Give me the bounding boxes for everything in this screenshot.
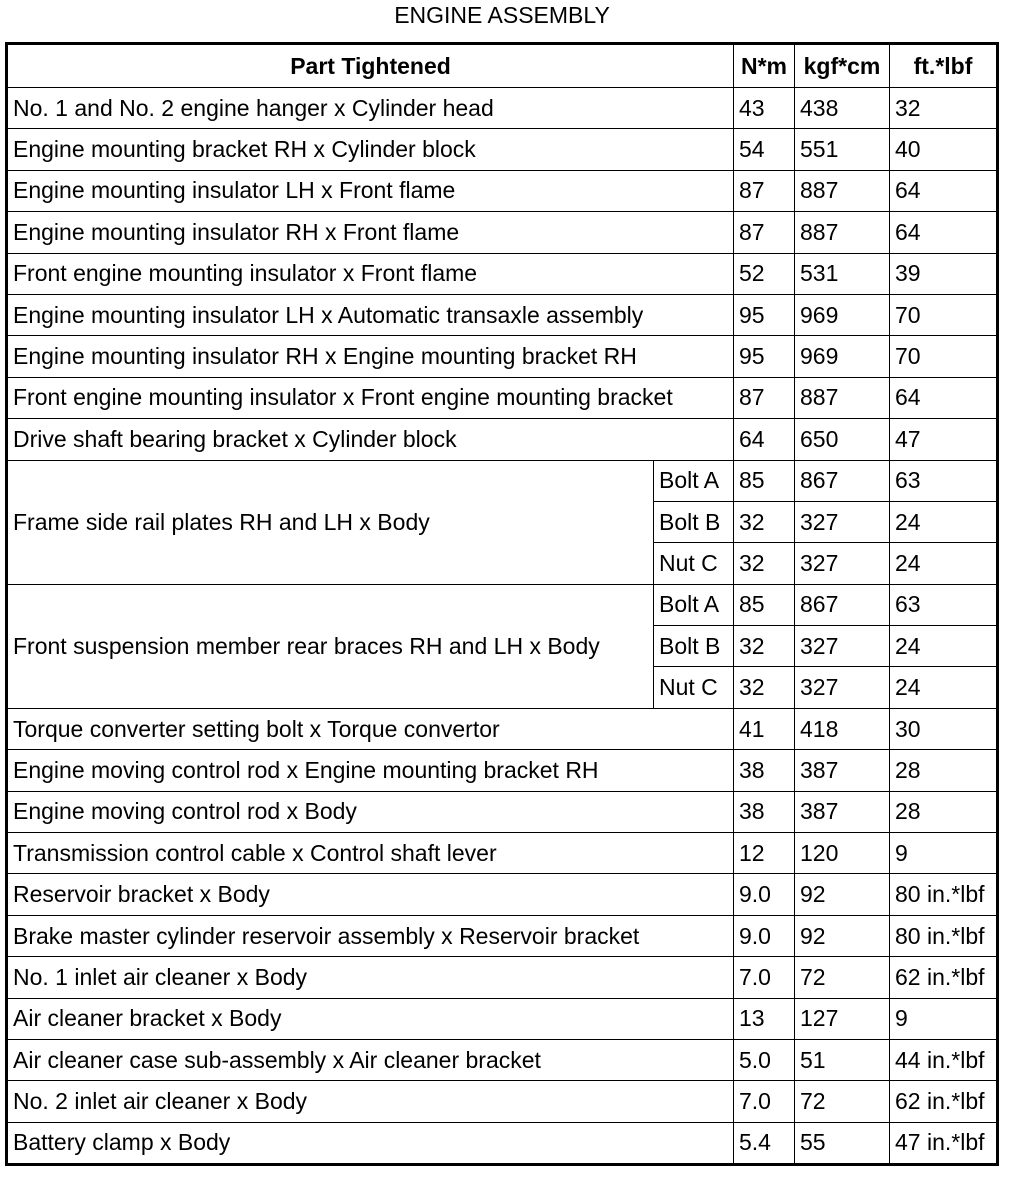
part-cell: Engine mounting bracket RH x Cylinder block [7,129,734,170]
ft-lbf-cell: 80 in.*lbf [890,874,998,915]
kgf-cm-cell: 969 [795,336,890,377]
nm-cell: 43 [734,88,795,129]
table-row [7,791,998,832]
ft-lbf-cell: 24 [890,667,998,708]
kgf-cm-cell: 887 [795,170,890,211]
table-row [7,957,998,998]
nm-cell: 54 [734,129,795,170]
part-cell: Frame side rail plates RH and LH x Body [7,460,654,584]
nm-cell: 87 [734,170,795,211]
ft-lbf-cell: 62 in.*lbf [890,1081,998,1122]
part-cell: Torque converter setting bolt x Torque convertor [7,708,734,749]
ft-lbf-cell: 62 in.*lbf [890,957,998,998]
table-row [7,874,998,915]
kgf-cm-cell: 531 [795,253,890,294]
kgf-cm-cell: 92 [795,874,890,915]
ft-lbf-cell: 80 in.*lbf [890,915,998,956]
fastener-cell: Nut C [654,667,734,708]
kgf-cm-cell: 867 [795,584,890,625]
ft-lbf-cell: 63 [890,460,998,501]
ft-lbf-cell: 32 [890,88,998,129]
kgf-cm-cell: 51 [795,1039,890,1080]
nm-cell: 32 [734,667,795,708]
part-cell: Engine mounting insulator LH x Automatic transaxle assembly [7,294,734,335]
fastener-cell: Bolt A [654,460,734,501]
table-row [7,708,998,749]
kgf-cm-cell: 327 [795,501,890,542]
part-cell: Drive shaft bearing bracket x Cylinder block [7,419,734,460]
part-cell: Front suspension member rear braces RH and LH x Body [7,584,654,708]
table-row [7,915,998,956]
table-row [7,294,998,335]
kgf-cm-cell: 387 [795,791,890,832]
header-ft-lbf: ft.*lbf [890,44,998,88]
ft-lbf-cell: 47 [890,419,998,460]
header-part-tightened: Part Tightened [7,44,734,88]
page-title: ENGINE ASSEMBLY [394,2,610,28]
nm-cell: 32 [734,501,795,542]
nm-cell: 5.4 [734,1122,795,1164]
part-cell: Engine mounting insulator LH x Front flame [7,170,734,211]
table-row [7,1081,998,1122]
part-cell: Air cleaner case sub-assembly x Air cleaner bracket [7,1039,734,1080]
header-nm: N*m [734,44,795,88]
part-cell: Air cleaner bracket x Body [7,998,734,1039]
ft-lbf-cell: 63 [890,584,998,625]
kgf-cm-cell: 72 [795,957,890,998]
ft-lbf-cell: 47 in.*lbf [890,1122,998,1164]
table-row [7,998,998,1039]
table-row [7,1122,998,1164]
part-cell: Front engine mounting insulator x Front engine mounting bracket [7,377,734,418]
ft-lbf-cell: 64 [890,377,998,418]
ft-lbf-cell: 9 [890,998,998,1039]
part-cell: No. 1 and No. 2 engine hanger x Cylinder head [7,88,734,129]
kgf-cm-cell: 551 [795,129,890,170]
kgf-cm-cell: 969 [795,294,890,335]
table-row [7,750,998,791]
table-row [7,253,998,294]
fastener-cell: Bolt B [654,626,734,667]
table-row [7,377,998,418]
part-cell: Engine mounting insulator RH x Front flame [7,212,734,253]
nm-cell: 13 [734,998,795,1039]
table-row [7,336,998,377]
kgf-cm-cell: 327 [795,667,890,708]
table-row [7,1039,998,1080]
nm-cell: 9.0 [734,915,795,956]
ft-lbf-cell: 39 [890,253,998,294]
ft-lbf-cell: 28 [890,750,998,791]
kgf-cm-cell: 887 [795,377,890,418]
table-row [7,88,998,129]
ft-lbf-cell: 24 [890,626,998,667]
kgf-cm-cell: 438 [795,88,890,129]
nm-cell: 38 [734,791,795,832]
kgf-cm-cell: 327 [795,626,890,667]
nm-cell: 85 [734,584,795,625]
nm-cell: 95 [734,336,795,377]
nm-cell: 12 [734,833,795,874]
header-row [7,44,998,88]
nm-cell: 7.0 [734,957,795,998]
ft-lbf-cell: 64 [890,170,998,211]
nm-cell: 64 [734,419,795,460]
ft-lbf-cell: 30 [890,708,998,749]
part-cell: Battery clamp x Body [7,1122,734,1164]
kgf-cm-cell: 650 [795,419,890,460]
header-kgf-cm: kgf*cm [795,44,890,88]
fastener-cell: Bolt B [654,501,734,542]
nm-cell: 38 [734,750,795,791]
kgf-cm-cell: 327 [795,543,890,584]
ft-lbf-cell: 44 in.*lbf [890,1039,998,1080]
kgf-cm-cell: 120 [795,833,890,874]
part-cell: No. 1 inlet air cleaner x Body [7,957,734,998]
part-cell: Reservoir bracket x Body [7,874,734,915]
kgf-cm-cell: 867 [795,460,890,501]
table-row [7,129,998,170]
nm-cell: 87 [734,212,795,253]
nm-cell: 7.0 [734,1081,795,1122]
nm-cell: 32 [734,626,795,667]
part-cell: Engine moving control rod x Body [7,791,734,832]
ft-lbf-cell: 70 [890,336,998,377]
part-cell: Engine mounting insulator RH x Engine mounting bracket RH [7,336,734,377]
part-cell: Engine moving control rod x Engine mounting bracket RH [7,750,734,791]
nm-cell: 9.0 [734,874,795,915]
kgf-cm-cell: 72 [795,1081,890,1122]
nm-cell: 5.0 [734,1039,795,1080]
fastener-cell: Nut C [654,543,734,584]
table-row [7,833,998,874]
nm-cell: 95 [734,294,795,335]
ft-lbf-cell: 9 [890,833,998,874]
ft-lbf-cell: 40 [890,129,998,170]
nm-cell: 41 [734,708,795,749]
kgf-cm-cell: 887 [795,212,890,253]
table-row [7,460,998,501]
nm-cell: 85 [734,460,795,501]
table-row [7,419,998,460]
table-row [7,170,998,211]
part-cell: No. 2 inlet air cleaner x Body [7,1081,734,1122]
part-cell: Transmission control cable x Control shaft lever [7,833,734,874]
ft-lbf-cell: 24 [890,543,998,584]
part-cell: Front engine mounting insulator x Front flame [7,253,734,294]
part-cell: Brake master cylinder reservoir assembly x Reservoir bracket [7,915,734,956]
kgf-cm-cell: 418 [795,708,890,749]
kgf-cm-cell: 55 [795,1122,890,1164]
nm-cell: 87 [734,377,795,418]
table-row [7,212,998,253]
ft-lbf-cell: 64 [890,212,998,253]
kgf-cm-cell: 92 [795,915,890,956]
kgf-cm-cell: 127 [795,998,890,1039]
ft-lbf-cell: 24 [890,501,998,542]
fastener-cell: Bolt A [654,584,734,625]
ft-lbf-cell: 28 [890,791,998,832]
kgf-cm-cell: 387 [795,750,890,791]
table-row [7,584,998,625]
torque-spec-table [5,42,999,1166]
nm-cell: 32 [734,543,795,584]
ft-lbf-cell: 70 [890,294,998,335]
nm-cell: 52 [734,253,795,294]
